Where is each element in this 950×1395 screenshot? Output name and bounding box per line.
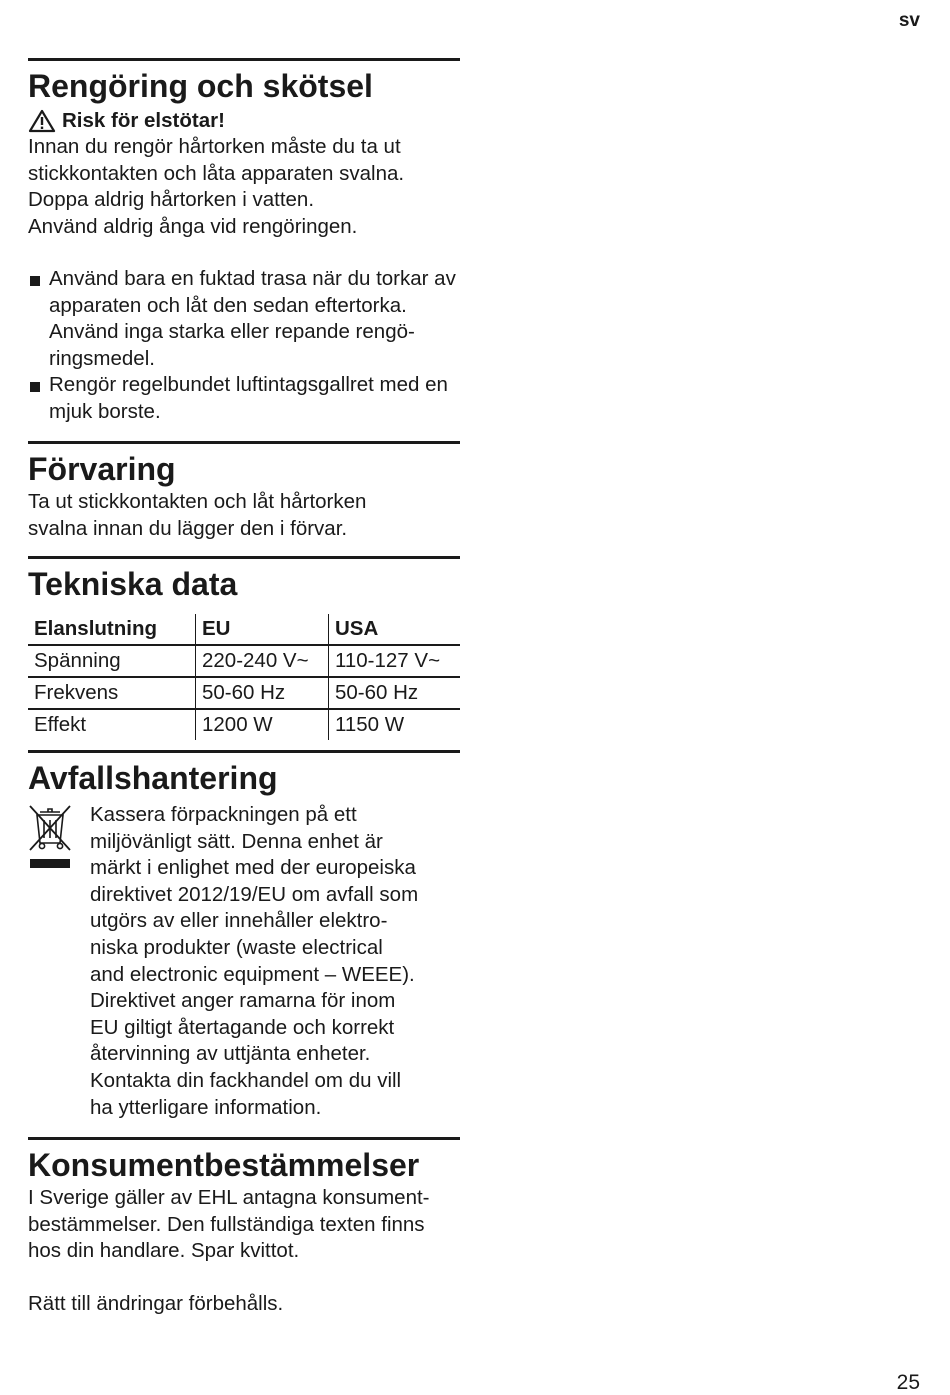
- table-cell: Spänning: [28, 645, 196, 677]
- storage-title: Förvaring: [28, 451, 176, 487]
- waste-line: Kontakta din fackhandel om du vill: [90, 1068, 402, 1092]
- table-header-cell: USA: [329, 614, 461, 645]
- table-row: [28, 677, 460, 709]
- waste-text: [90, 802, 418, 1121]
- bullet-square-icon: [30, 382, 40, 392]
- waste-line: direktivet 2012/19/EU om avfall som: [90, 882, 419, 906]
- storage-text: Ta ut stickkontakten och låt hårtorken svalna innan du lägger den i förvar.: [28, 490, 367, 540]
- waste-line: and electronic equipment – WEEE).: [90, 962, 415, 986]
- warning-triangle-icon: [28, 109, 56, 133]
- waste-line: utgörs av eller innehåller elektro-: [90, 909, 388, 933]
- tech-table: [28, 614, 460, 740]
- waste-title: Avfallshantering: [28, 760, 278, 796]
- consumer-line: bestämmelser. Den fullständiga texten finns: [28, 1212, 425, 1236]
- table-header-cell: Elanslutning: [28, 614, 196, 645]
- crossed-out-wheelie-bin-icon: [28, 802, 80, 1121]
- warning-title: Risk för elstötar!: [62, 109, 225, 132]
- consumer-line: I Sverige gäller av EHL antagna konsument-: [28, 1186, 430, 1210]
- table-header-row: [28, 614, 460, 645]
- consumer-line: hos din handlare. Spar kvittot.: [28, 1239, 300, 1263]
- section-waste: [28, 750, 460, 1137]
- table-cell: Frekvens: [28, 677, 196, 709]
- warning-line: Doppa aldrig hårtorken i vatten.: [28, 188, 315, 211]
- table-cell: 110-127 V~: [329, 645, 461, 677]
- list-item: Rengör regelbundet luftintagsgallret med en mjuk borste.: [28, 372, 460, 425]
- table-cell: 220-240 V~: [196, 645, 329, 677]
- tech-title: Tekniska data: [28, 566, 238, 602]
- table-row: [28, 645, 460, 677]
- consumer-title: Konsumentbestämmelser: [28, 1147, 420, 1184]
- table-row: [28, 709, 460, 740]
- cleaning-bullet-list: [28, 266, 460, 425]
- bullet-square-icon: [30, 276, 40, 286]
- cleaning-title: Rengöring och skötsel: [28, 68, 373, 104]
- list-item: Använd bara en fuktad trasa när du torkar av apparaten och låt den sedan eftertorka. Använd inga starka eller repande rengö-ringsmedel.: [28, 266, 460, 372]
- table-cell: 1150 W: [335, 713, 405, 736]
- warning-heading: [28, 108, 460, 134]
- waste-line: niska produkter (waste electrical: [90, 935, 383, 959]
- table-cell: Effekt: [28, 709, 196, 740]
- language-code: sv: [898, 10, 920, 31]
- table-cell: 50-60 Hz: [329, 677, 461, 709]
- waste-block: [28, 802, 460, 1121]
- table-cell: 50-60 Hz: [196, 677, 329, 709]
- waste-line: miljövänligt sätt. Denna enhet är: [90, 829, 383, 853]
- warning-line: Använd aldrig ånga vid rengöringen.: [28, 214, 358, 238]
- waste-line: ha ytterligare information.: [90, 1095, 322, 1119]
- section-cleaning: [28, 58, 460, 425]
- table-cell: 1200 W: [196, 709, 329, 740]
- section-consumer: [28, 1137, 460, 1317]
- warning-line: Innan du rengör hårtorken måste du ta ut: [28, 135, 401, 158]
- waste-line: Direktivet anger ramarna för inom: [90, 989, 396, 1013]
- page-number: 25: [896, 1371, 920, 1394]
- footnote: Rätt till ändringar förbehålls.: [28, 1291, 284, 1315]
- waste-line: Kassera förpackningen på ett: [90, 803, 357, 826]
- waste-line: återvinning av uttjänta enheter.: [90, 1042, 371, 1066]
- warning-line: stickkontakten och låta apparaten svalna.: [28, 161, 405, 185]
- table-header-cell: EU: [196, 614, 329, 645]
- content-column: [28, 58, 460, 1317]
- waste-line: EU giltigt återtagande och korrekt: [90, 1015, 395, 1039]
- waste-line: märkt i enlighet med der europeiska: [90, 856, 416, 880]
- section-storage: [28, 441, 460, 542]
- section-tech-data: [28, 556, 460, 740]
